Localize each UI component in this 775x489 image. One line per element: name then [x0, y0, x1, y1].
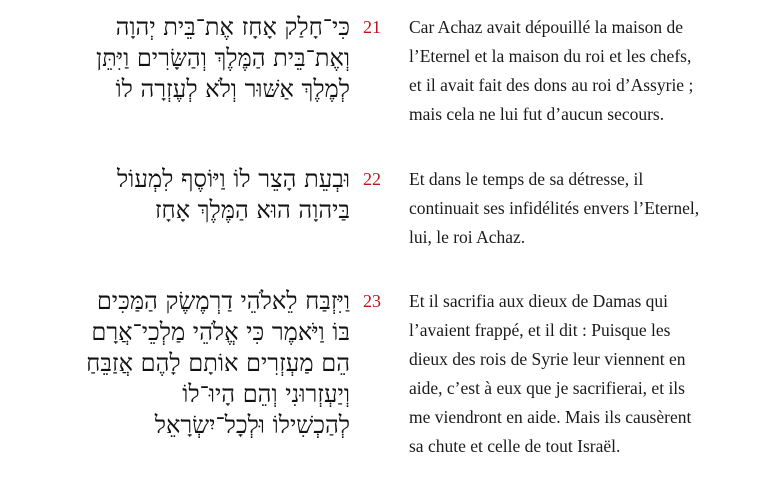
- french-line: lui, le roi Achaz.: [409, 227, 526, 247]
- hebrew-line: הֵם מַעְזְרִים אוֹתָם לָהֶם אֲזַבֵּחַ: [86, 349, 350, 377]
- hebrew-line: בּוֹ וַיֹּאמֶר כִּי אֱלֹהֵי מַלְכֵי־אֲרָם: [91, 318, 350, 346]
- french-line: l’avaient frappé, et il dit : Puisque les: [409, 320, 671, 340]
- verse-number: 23: [363, 291, 381, 311]
- hebrew-text: [20, 286, 350, 441]
- verse-number: 22: [363, 169, 381, 189]
- verse-number: 21: [363, 17, 381, 37]
- french-line: Car Achaz avait dépouillé la maison de: [409, 17, 684, 37]
- french-text: [409, 165, 769, 252]
- french-line: dieux des rois de Syrie leur viennent en: [409, 349, 686, 369]
- french-text: [409, 13, 769, 129]
- french-line: continuait ses infidélités envers l’Eternel,: [409, 198, 700, 218]
- french-line: et il avait fait des dons au roi d’Assyrie ;: [409, 75, 694, 95]
- hebrew-line: וְאֶת־בֵּית הַמֶּלֶךְ וְהַשָּׂרִים וַיִּתֵּן: [96, 44, 350, 72]
- hebrew-line: לְמֶלֶךְ אַשּׁוּר וְלֹא לְעֶזְרָה לוֹ: [115, 75, 350, 103]
- french-line: me viendront en aide. Mais ils causèrent: [409, 407, 692, 427]
- hebrew-line: לְהַכְשִׁילוֹ וּלְכָל־יִשְׂרָאֵל: [154, 411, 350, 439]
- french-line: aide, c’est à eux que je sacrifierai, et ils: [409, 378, 685, 398]
- french-line: l’Eternel et la maison du roi et les chefs,: [409, 46, 692, 66]
- hebrew-line: בַּיהוָה הוּא הַמֶּלֶךְ אָחָז: [154, 196, 350, 224]
- french-line: sa chute et celle de tout Israël.: [409, 436, 621, 456]
- hebrew-text: [20, 164, 350, 226]
- hebrew-line: וְיַעְזְרוּנִי וְהֵם הָיוּ־לוֹ: [182, 380, 350, 408]
- hebrew-line: וַיִּזְבַּח לֵאלֹהֵי דַרְמֶשֶׂק הַמַּכִּים: [96, 287, 350, 315]
- french-line: mais cela ne lui fut d’aucun secours.: [409, 104, 665, 124]
- hebrew-line: כִּי־חָלַק אָחָז אֶת־בֵּית יְהוָה: [115, 13, 350, 41]
- french-line: Et il sacrifia aux dieux de Damas qui: [409, 291, 669, 311]
- hebrew-line: וּבְעֵת הָצֵר לוֹ וַיּוֹסֶף לִמְעוֹל: [116, 165, 350, 193]
- french-text: [409, 287, 769, 461]
- french-line: Et dans le temps de sa détresse, il: [409, 169, 644, 189]
- hebrew-text: [20, 12, 350, 105]
